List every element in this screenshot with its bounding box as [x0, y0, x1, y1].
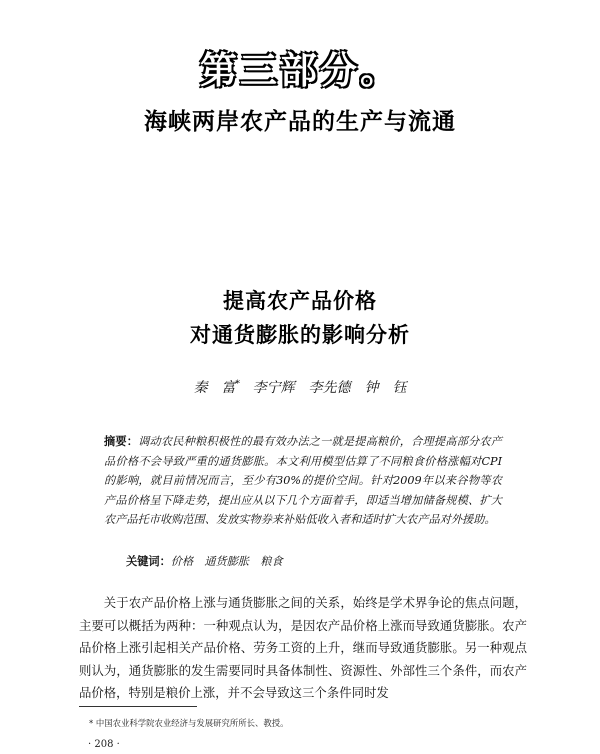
footnote: * 中国农业科学院农业经济与发展研究所所长、教授。 [89, 718, 289, 728]
body-paragraph: 关于农产品价格上涨与通货膨胀之间的关系，始终是学术界争论的焦点问题，主要可以概括为两种：一种观点认为，是因农产品价格上涨而导致通货膨胀。农产品价格上涨引起相关产品价格、劳务工资的上升，继而导致通货膨胀。另一种观点则认为，通货膨胀的发生需要同时具备体制性、资源性、外部性三个条件，而农产品价格，特别是粮价上涨，并不会导致这三个条件同时发 [79, 595, 527, 701]
article-title-line-1: 提高农产品价格 [223, 288, 377, 313]
part-subtitle: 海峡两岸农产品的生产与流通 [144, 109, 456, 135]
keywords [126, 552, 506, 571]
part-title: 第三部分。 [200, 49, 400, 92]
author-list [0, 377, 600, 397]
page-number: · 208 · [88, 739, 120, 750]
author-footnote-mark: * [235, 379, 241, 390]
article-title-line-2: 对通货膨胀的影响分析 [190, 322, 410, 347]
abstract-label: 摘要： [104, 434, 139, 448]
keywords-label: 关键词： [126, 554, 171, 568]
co-authors: 李宁辉 李先德 钟 钰 [252, 380, 407, 396]
footnote-divider [79, 706, 197, 707]
lead-author: 秦 富 [193, 380, 236, 396]
keywords-text: 价格 通货膨胀 粮食 [170, 555, 283, 568]
abstract-text: 调动农民种粮积极性的最有效办法之一就是提高粮价，合理提高部分农产品价格不会导致严重的通货膨胀。本文利用模型估算了不同粮食价格涨幅对CPI的影响，就目前情况而言，至少有30%的提价空间。针对2009年以来谷物等农产品价格呈下降走势，提出应从以下几个方面着手，即适当增加储备规模、扩大农产品托市收购范围、发放实物券来补贴低收入者和适时扩大农产品对外援助。 [104, 435, 502, 527]
article-title [0, 284, 600, 352]
abstract [104, 432, 502, 530]
